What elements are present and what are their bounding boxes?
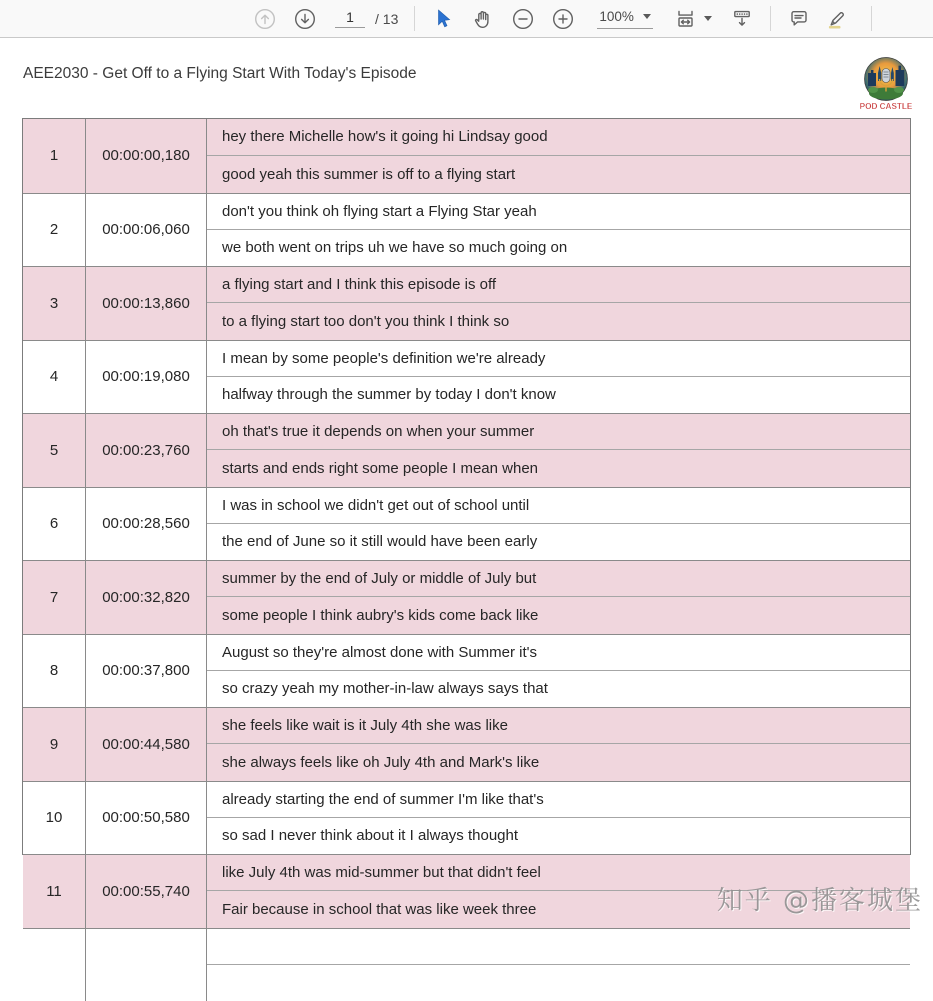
row-number: 2 xyxy=(23,194,86,267)
select-tool-button[interactable] xyxy=(431,7,455,31)
scrolling-mode-button[interactable] xyxy=(730,7,754,31)
subtitle-line-1: already starting the end of summer I'm like that's xyxy=(207,782,910,818)
document-title: AEE2030 - Get Off to a Flying Start With Today's Episode xyxy=(23,65,417,83)
row-timestamp: 00:00:50,580 xyxy=(86,782,207,855)
table-row xyxy=(23,413,910,487)
row-text xyxy=(207,855,910,928)
row-timestamp: 00:00:44,580 xyxy=(86,708,207,781)
chevron-down-icon xyxy=(704,16,712,21)
row-number: 6 xyxy=(23,488,86,561)
document-page xyxy=(0,38,933,934)
subtitle-line-1: hey there Michelle how's it going hi Lindsay good xyxy=(207,119,910,156)
row-text xyxy=(207,414,910,487)
subtitle-line-2: she always feels like oh July 4th and Mark's like xyxy=(207,744,910,780)
podcastle-logo xyxy=(859,55,913,118)
highlight-pen-icon xyxy=(825,7,849,31)
table-row xyxy=(23,119,910,193)
row-text xyxy=(207,488,910,561)
subtitle-line-2: starts and ends right some people I mean when xyxy=(207,450,910,486)
row-timestamp: 00:00:55,740 xyxy=(86,855,207,928)
previous-page-button[interactable] xyxy=(253,7,277,31)
podcastle-logo-text: POD CASTLE xyxy=(860,102,913,111)
row-number: 9 xyxy=(23,708,86,781)
row-number: 3 xyxy=(23,267,86,340)
row-timestamp: 00:00:23,760 xyxy=(86,414,207,487)
page-count-label: / 13 xyxy=(375,11,398,27)
zoom-out-icon xyxy=(511,7,535,31)
subtitle-line-2: so crazy yeah my mother-in-law always says that xyxy=(207,671,910,707)
row-text xyxy=(207,267,910,340)
subtitle-table xyxy=(22,118,911,855)
chevron-down-icon xyxy=(643,14,651,19)
subtitle-line-2: we both went on trips uh we have so much going on xyxy=(207,230,910,266)
subtitle-line-1: I was in school we didn't get out of school until xyxy=(207,488,910,524)
row-number: 10 xyxy=(23,782,86,855)
fit-width-icon xyxy=(673,7,699,31)
subtitle-line-1: like July 4th was mid-summer but that didn't feel xyxy=(207,855,910,891)
table-row xyxy=(23,854,910,928)
zoom-level-value: 100% xyxy=(599,9,634,24)
row-text xyxy=(207,708,910,781)
hand-tool-icon xyxy=(471,7,495,31)
row-number: 1 xyxy=(23,119,86,193)
row-text xyxy=(207,561,910,634)
row-timestamp: 00:00:13,860 xyxy=(86,267,207,340)
subtitle-line-1: she feels like wait is it July 4th she was like xyxy=(207,708,910,744)
row-timestamp: 00:00:37,800 xyxy=(86,635,207,708)
table-row xyxy=(23,340,910,414)
previous-page-icon xyxy=(253,7,277,31)
zoom-in-button[interactable] xyxy=(551,7,575,31)
row-number: 7 xyxy=(23,561,86,634)
row-text xyxy=(207,194,910,267)
page-number-input[interactable]: 1 xyxy=(335,9,365,28)
row-number: 5 xyxy=(23,414,86,487)
subtitle-line-2: halfway through the summer by today I don't know xyxy=(207,377,910,413)
row-number: 8 xyxy=(23,635,86,708)
subtitle-line-1: I mean by some people's definition we're already xyxy=(207,341,910,377)
subtitle-line-1 xyxy=(207,929,910,965)
podcastle-logo-image xyxy=(859,55,913,113)
subtitle-line-2: to a flying start too don't you think I think so xyxy=(207,303,910,339)
zoom-level-dropdown[interactable] xyxy=(597,9,653,29)
fit-width-button[interactable] xyxy=(673,7,712,31)
row-timestamp: 00:00:00,180 xyxy=(86,119,207,193)
row-text xyxy=(207,635,910,708)
scrolling-mode-icon xyxy=(730,7,754,31)
next-page-button[interactable] xyxy=(293,7,317,31)
zoom-in-icon xyxy=(551,7,575,31)
row-timestamp: 00:00:32,820 xyxy=(86,561,207,634)
table-row xyxy=(23,634,910,708)
row-number: 11 xyxy=(23,855,86,928)
row-text xyxy=(207,119,910,193)
table-row xyxy=(23,560,910,634)
row-timestamp: 00:00:28,560 xyxy=(86,488,207,561)
comment-button[interactable] xyxy=(787,7,811,31)
subtitle-line-2: so sad I never think about it I always thought xyxy=(207,818,910,854)
table-row xyxy=(23,266,910,340)
row-timestamp xyxy=(86,929,207,1001)
hand-tool-button[interactable] xyxy=(471,7,495,31)
subtitle-line-2: Fair because in school that was like week three xyxy=(207,891,910,927)
toolbar-divider xyxy=(871,6,872,31)
subtitle-line-1: summer by the end of July or middle of July but xyxy=(207,561,910,597)
comment-icon xyxy=(787,7,811,31)
subtitle-line-2: the end of June so it still would have been early xyxy=(207,524,910,560)
subtitle-line-2: some people I think aubry's kids come back like xyxy=(207,597,910,633)
table-row xyxy=(23,707,910,781)
row-number xyxy=(23,929,86,1001)
next-page-icon xyxy=(293,7,317,31)
subtitle-line-1: August so they're almost done with Summer it's xyxy=(207,635,910,671)
row-text xyxy=(207,929,910,1001)
zoom-out-button[interactable] xyxy=(511,7,535,31)
row-timestamp: 00:00:19,080 xyxy=(86,341,207,414)
subtitle-line-2 xyxy=(207,965,910,1001)
pdf-toolbar xyxy=(0,0,933,38)
subtitle-line-1: a flying start and I think this episode is off xyxy=(207,267,910,303)
table-row xyxy=(23,781,910,855)
subtitle-line-2: good yeah this summer is off to a flying start xyxy=(207,156,910,193)
highlight-button[interactable] xyxy=(825,7,849,31)
subtitle-line-1: don't you think oh flying start a Flying Star yeah xyxy=(207,194,910,230)
watermark: 知乎 @播客城堡 xyxy=(717,880,923,917)
row-timestamp: 00:00:06,060 xyxy=(86,194,207,267)
select-tool-icon xyxy=(431,7,455,31)
toolbar-divider xyxy=(414,6,415,31)
row-text xyxy=(207,782,910,855)
table-row xyxy=(23,487,910,561)
subtitle-line-1: oh that's true it depends on when your summer xyxy=(207,414,910,450)
table-row xyxy=(23,193,910,267)
table-row xyxy=(23,928,910,1001)
row-number: 4 xyxy=(23,341,86,414)
row-text xyxy=(207,341,910,414)
toolbar-divider xyxy=(770,6,771,31)
